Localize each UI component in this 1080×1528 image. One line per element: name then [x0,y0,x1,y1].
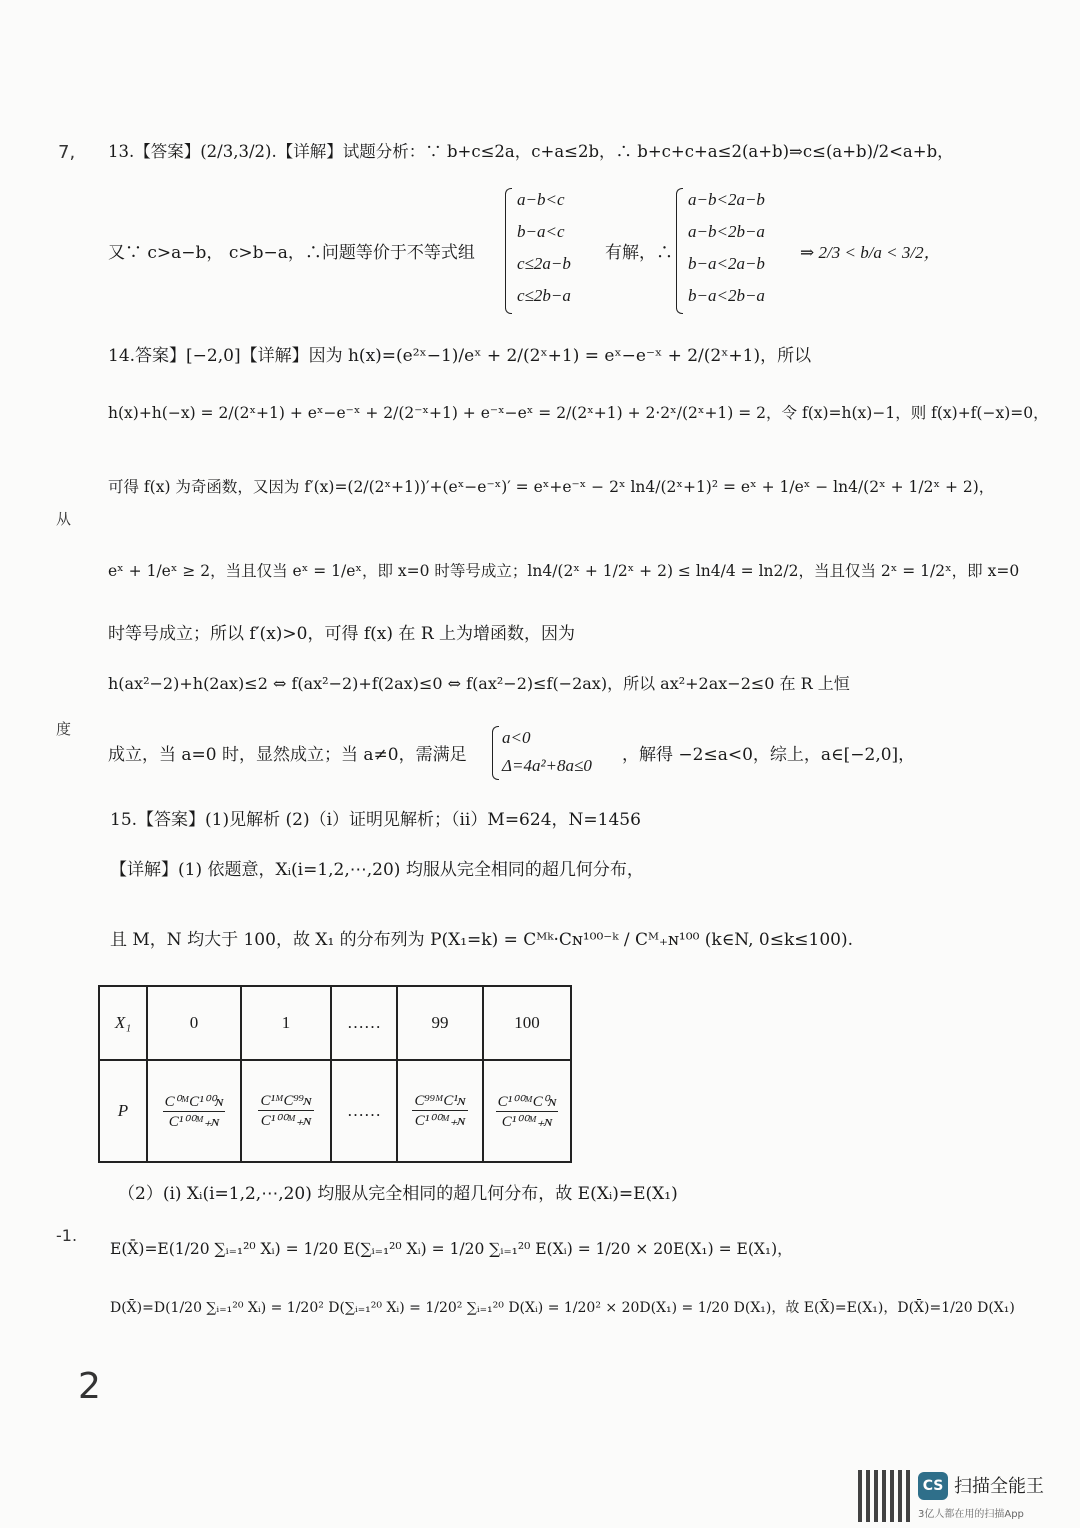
scanner-tagline: 3亿人都在用的扫描App [918,1509,1024,1520]
q13-system1-row: a−b<c [517,190,565,209]
q15-line3: 且 M，N 均大于 100，故 X₁ 的分布列为 P(X₁=k) = Cᴹᵏ·Cɴ¹⁰⁰⁻ᵏ / Cᴹ₊ɴ¹⁰⁰ (k∈N, 0≤k≤100). [110,930,853,950]
q13-system2-row: b−a<2b−a [688,286,765,305]
handwritten-page-number: 2 [78,1366,101,1407]
denominator: C¹⁰⁰ᴹ₊ɴ [260,1112,312,1129]
table-cell [241,1060,331,1162]
q13-system1-row: c≤2b−a [517,286,571,305]
margin-mark-4: -1. [56,1226,78,1245]
table-cell: 100 [483,986,571,1060]
table-cell [147,1060,241,1162]
q13-line1: 13.【答案】(2/3,3/2).【详解】试题分析：∵ b+c≤2a，c+a≤2b，∴ b+c+c+a≤2(a+b)⇒c≤(a+b)/2<a+b， [108,142,954,161]
q13-system1 [505,188,605,316]
q14-line7-suffix: ，解得 −2≤a<0，综上，a∈[−2,0]， [622,745,916,765]
margin-mark-2: 从 [56,510,72,528]
q13-line2-prefix: 又∵ c>a−b， c>b−a，∴问题等价于不等式组 [108,243,475,263]
q13-system2 [676,188,796,316]
numerator: C¹⁰⁰ᴹC⁰ɴ [497,1093,557,1110]
q15-line4: （2）(i) Xᵢ(i=1,2,⋯,20) 均服从完全相同的超几何分布，故 E(Xᵢ)=E(X₁) [118,1184,678,1204]
table-cell [397,1060,483,1162]
denominator: C¹⁰⁰ᴹ₊ɴ [414,1112,466,1129]
fraction [258,1093,313,1130]
q14-line4: eˣ + 1/eˣ ≥ 2，当且仅当 eˣ = 1/eˣ，即 x=0 时等号成立；ln4/(2ˣ + 1/2ˣ + 2) ≤ ln4/4 = ln2/2，当且仅当 2ˣ = 1/2ˣ，即 x=0 [108,562,1020,580]
q15-line5: E(X̄)=E(1/20 ∑ᵢ₌₁²⁰ Xᵢ) = 1/20 E(∑ᵢ₌₁²⁰ Xᵢ) = 1/20 ∑ᵢ₌₁²⁰ E(Xᵢ) = 1/20 × 20E(X₁) = E(X₁)， [110,1240,793,1258]
qr-code-icon [858,1470,910,1522]
q13-system1-row: c≤2a−b [517,254,571,273]
q13-system2-row: a−b<2a−b [688,190,765,209]
table-cell: …… [331,986,397,1060]
distribution-table [98,985,572,1163]
table-cell: X₁ [99,986,147,1060]
q15-line6: D(X̄)=D(1/20 ∑ᵢ₌₁²⁰ Xᵢ) = 1/20² D(∑ᵢ₌₁²⁰ Xᵢ) = 1/20² ∑ᵢ₌₁²⁰ D(Xᵢ) = 1/20² × 20D(X₁) = 1/20 D(X₁)，故 E(X̄)=E(X₁)，D(X̄)=1/20 D(X₁) [110,1300,1015,1316]
table-cell: 99 [397,986,483,1060]
scanner-app-name: 扫描全能王 [954,1476,1044,1497]
q13-system2-row: a−b<2b−a [688,222,765,241]
denominator: C¹⁰⁰ᴹ₊ɴ [168,1113,220,1130]
margin-mark-3: 度 [56,720,72,738]
q14-system-row: Δ=4a²+8a≤0 [502,756,592,775]
q14-line1: 14.答案】[−2,0]【详解】因为 h(x)=(e²ˣ−1)/eˣ + 2/(2ˣ+1) = eˣ−e⁻ˣ + 2/(2ˣ+1)，所以 [108,346,812,366]
fraction [163,1092,226,1131]
margin-mark-top: 7, [58,142,76,163]
fraction [496,1092,559,1131]
table-cell: …… [331,1060,397,1162]
table-cell: 0 [147,986,241,1060]
q14-line3: 可得 f(x) 为奇函数，又因为 f′(x)=(2/(2ˣ+1))′+(eˣ−e⁻ˣ)′ = eˣ+e⁻ˣ − 2ˣ ln4/(2ˣ+1)² = eˣ + 1/eˣ − ln4/(2ˣ + 1/2ˣ + 2)， [108,478,995,496]
q13-system2-row: b−a<2a−b [688,254,765,273]
q14-system [492,726,632,782]
table-row [99,1060,571,1162]
camscanner-logo: CS [918,1472,948,1500]
q13-conclusion: ⇒ 2/3 < b/a < 3/2， [800,243,941,262]
brace [676,188,683,314]
numerator: C¹ᴹC⁹⁹ɴ [260,1092,312,1109]
q15-line1: 15.【答案】(1)见解析 (2)（ⅰ）证明见解析；（ⅱ）M=624，N=1456 [110,810,641,830]
table-row [99,986,571,1060]
fraction [412,1093,467,1130]
q14-system-row: a<0 [502,728,531,747]
q13-system1-row: b−a<c [517,222,565,241]
q14-line7-prefix: 成立，当 a=0 时，显然成立；当 a≠0，需满足 [108,745,467,765]
denominator: C¹⁰⁰ᴹ₊ɴ [501,1113,553,1130]
q15-line2: 【详解】(1) 依题意，Xᵢ(i=1,2,⋯,20) 均服从完全相同的超几何分布， [110,860,644,880]
numerator: C⁰ᴹC¹⁰⁰ɴ [164,1093,224,1110]
table-cell: 1 [241,986,331,1060]
numerator: C⁹⁹ᴹC¹ɴ [414,1092,466,1109]
brace [505,188,512,314]
table-cell: P [99,1060,147,1162]
brace [492,726,499,780]
q14-line6: h(ax²−2)+h(2ax)≤2 ⇔ f(ax²−2)+f(2ax)≤0 ⇔ f(ax²−2)≤f(−2ax)，所以 ax²+2ax−2≤0 在 R 上恒 [108,674,850,693]
q13-middle: 有解，∴ [605,243,673,263]
table-cell [483,1060,571,1162]
q14-line5: 时等号成立；所以 f′(x)>0，可得 f(x) 在 R 上为增函数，因为 [108,624,576,644]
q14-line2: h(x)+h(−x) = 2/(2ˣ+1) + eˣ−e⁻ˣ + 2/(2⁻ˣ+1) + e⁻ˣ−eˣ = 2/(2ˣ+1) + 2·2ˣ/(2ˣ+1) = 2，令 f(x)=h(x)−1，则 f(x)+f(−x)=0， [108,404,1049,422]
